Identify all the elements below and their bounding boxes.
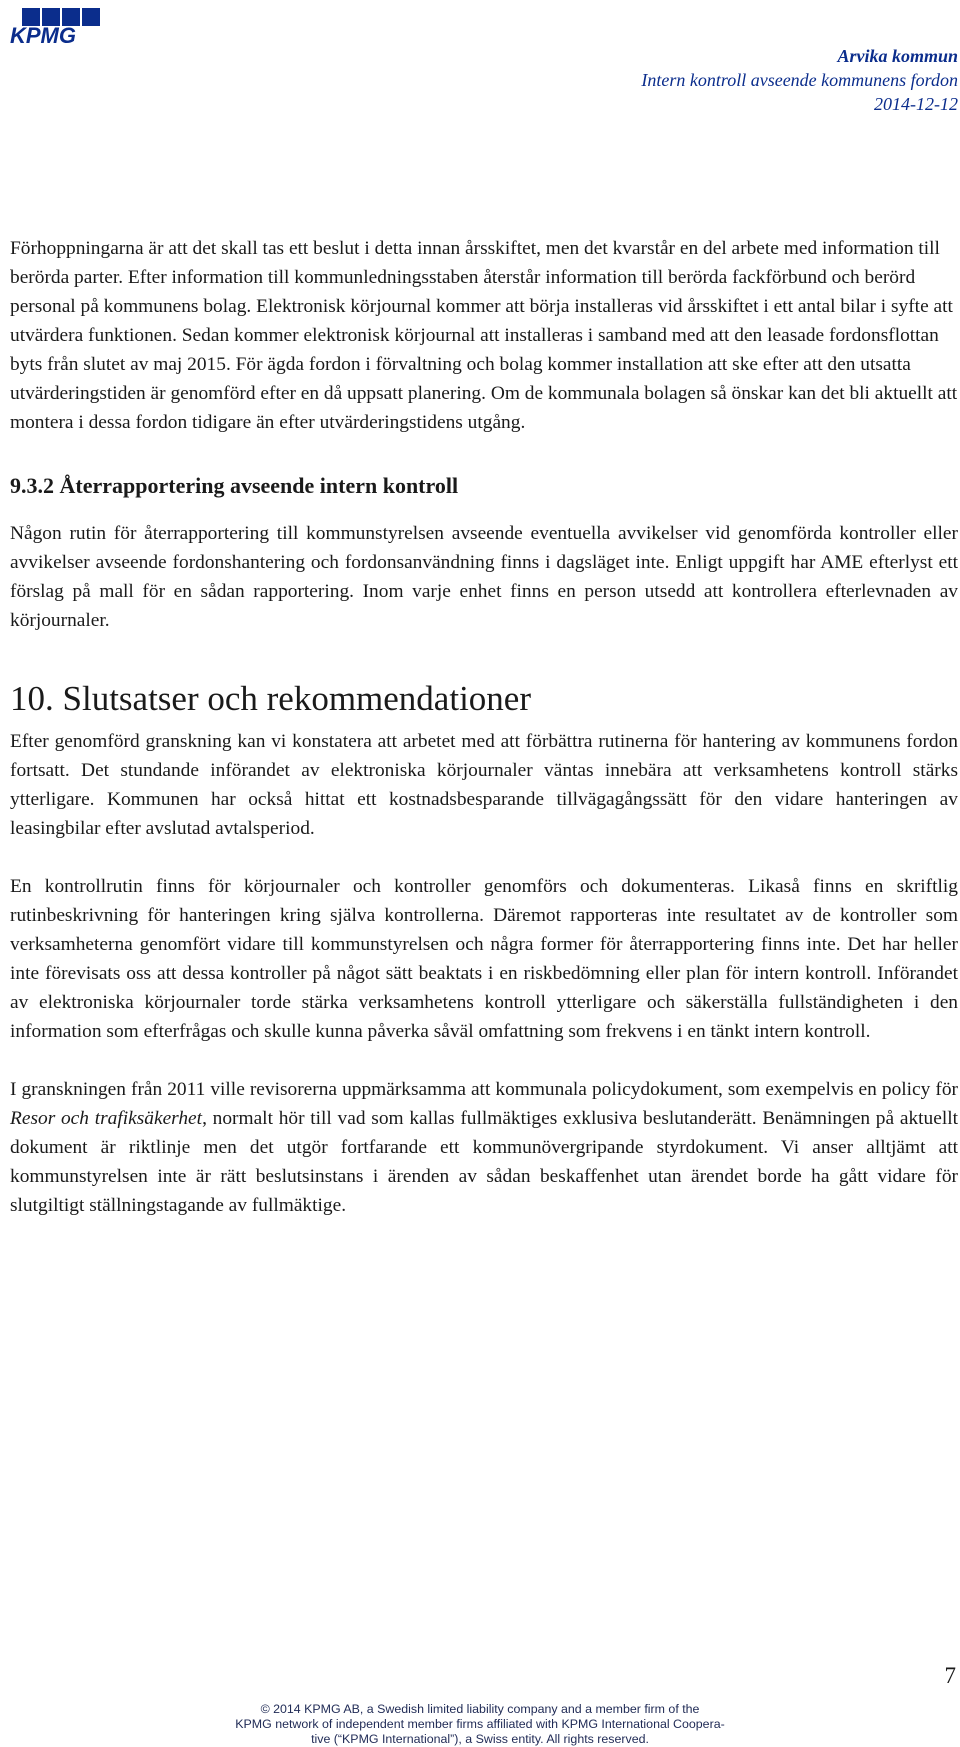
report-title: Intern kontroll avseende kommunens fordon: [641, 70, 958, 90]
page-content: [10, 234, 958, 1220]
policy-text-end: , normalt hör till vad som kallas fullmäktiges exklusiva beslutanderätt. Benämningen på aktuellt dokument är riktlinje men det utgör fortfarande ett kommunövergripande styrdokument. Vi anser alltjämt att kommunstyrelsen inte är rätt beslutsinstans i ärenden av sådan beskaffenhet utan ärendet borde ha gått vidare för slutgiltigt ställningstagande av fullmäktige.: [10, 1108, 958, 1216]
paragraph-policy: [10, 1075, 958, 1220]
policy-name: Resor och trafiksäkerhet: [10, 1108, 203, 1129]
report-date: 2014-12-12: [874, 94, 958, 114]
policy-text-start: I granskningen från 2011 ville revisorerna uppmärksamma att kommunala policydokument, som exempelvis en policy för: [10, 1079, 958, 1100]
paragraph-reporting: Någon rutin för återrapportering till kommunstyrelsen avseende eventuella avvikelser vid genomförda kontroller eller avvikelser avseende fordonshantering och fordonsanvändning finns i dagsläget inte. Enligt uppgift har AME efterlyst ett förslag på mall för en sådan rapportering. Inom varje enhet finns en person utsedd att kontrollera efterlevnaden av körjournaler.: [10, 523, 958, 631]
section-heading-932: 9.3.2 Återrapportering avseende intern kontroll: [10, 473, 459, 498]
page-number: 7: [944, 1663, 956, 1688]
footer-line-3: tive (“KPMG International”), a Swiss entity. All rights reserved.: [311, 1732, 649, 1746]
paragraph-conclusions: Efter genomförd granskning kan vi konstatera att arbetet med att förbättra rutinerna för hantering av kommunens fordon fortsatt. Det stundande införandet av elektroniska körjournaler väntas innebära att verksamhetens kontroll stärks ytterligare. Kommunen har också hittat ett kostnadsbesparande tillvägagångssätt för den vidare hanteringen av leasingbilar efter avslutad avtalsperiod.: [10, 731, 958, 839]
paragraph-installation: Förhoppningarna är att det skall tas ett beslut i detta innan årsskiftet, men det kvarstår en del arbete med information till berörda parter. Efter information till kommunledningsstaben återstår information till berörda fackförbund och berörd personal på kommunens bolag. Elektronisk körjournal kommer att börja installeras vid årsskiftet i ett antal bilar i syfte att utvärdera funktionen. Sedan kommer elektronisk körjournal att installeras i samband med att den leasade fordonsflottan byts från slutet av maj 2015. För ägda fordon i förvaltning och bolag kommer installation att ske efter att den utsatta utvärderingstiden är genomförd efter en då uppsatt planering. Om de kommunala bolagen så önskar kan det bli aktuellt att montera i dessa fordon tidigare än efter utvärderingstidens utgång.: [10, 238, 958, 433]
copyright-footer: [190, 1702, 770, 1747]
organization-name: Arvika kommun: [837, 46, 958, 66]
svg-text:KPMG: KPMG: [10, 23, 76, 46]
document-header: [641, 44, 958, 116]
kpmg-logo-icon: [6, 6, 104, 46]
footer-line-1: © 2014 KPMG AB, a Swedish limited liability company and a member firm of the: [260, 1702, 700, 1716]
kpmg-logo: [6, 6, 104, 46]
footer-line-2: KPMG network of independent member firms affiliated with KPMG International Coopera-: [235, 1717, 725, 1731]
paragraph-control-routine: En kontrollrutin finns för körjournaler och kontroller genomförs och dokumenteras. Likaså finns en skriftlig rutinbeskrivning för hanteringen kring själva kontrollerna. Däremot rapporteras inte resultatet av de kontroller som verksamheterna genomfört vidare till kommunstyrelsen och några former för återrapportering finns inte. Det har heller inte förevisats oss att dessa kontroller på något sätt beaktats i en riskbedömning eller plan för intern kontroll. Införandet av elektroniska körjournaler torde stärka verksamhetens kontroll ytterligare och säkerställa fullständigheten i den information som efterfrågas och skulle kunna påverka såväl omfattning som frekvens i en tänkt intern kontroll.: [10, 876, 958, 1042]
section-heading-10: 10. Slutsatser och rekommendationer: [10, 679, 531, 718]
